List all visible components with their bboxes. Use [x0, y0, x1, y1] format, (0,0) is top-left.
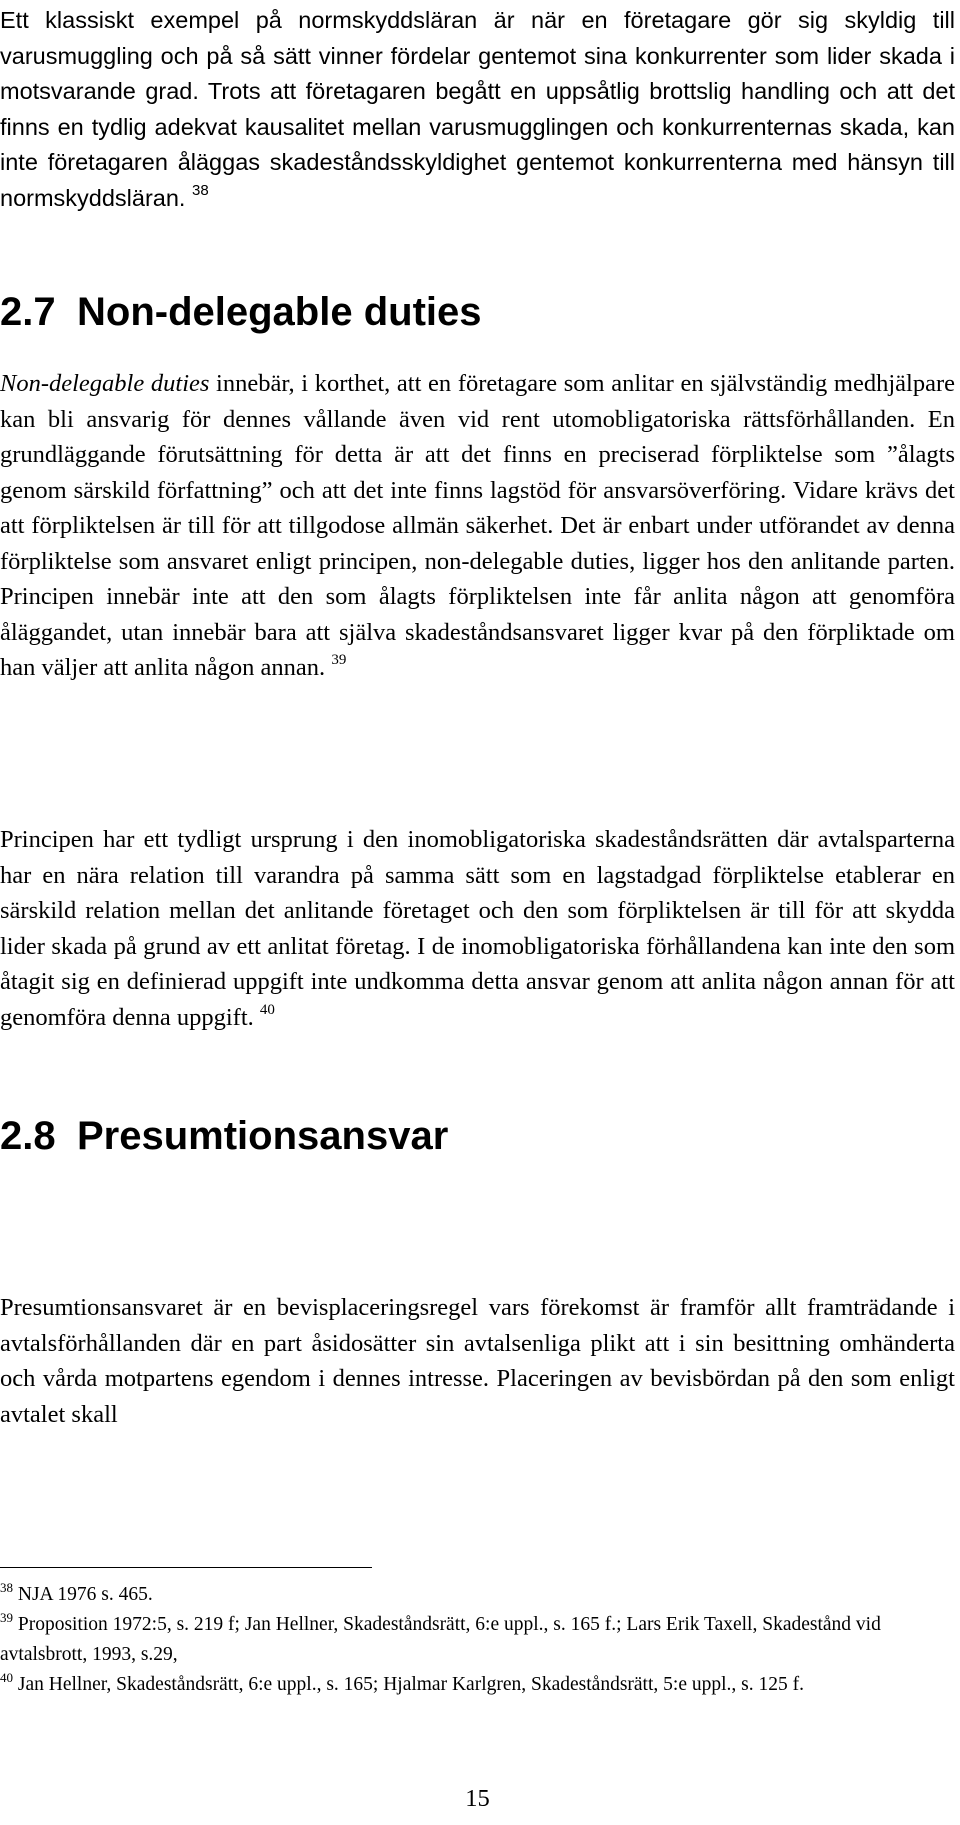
- footnote-ref-40[interactable]: 40: [259, 1001, 275, 1018]
- page-number: 15: [465, 1785, 490, 1812]
- section-number: 2.8: [0, 1114, 56, 1158]
- footnote-39: [0, 1610, 955, 1670]
- italic-term: Non-delegable duties: [0, 370, 210, 397]
- footnote-number: 39: [0, 1610, 13, 1625]
- section-number: 2.7: [0, 290, 56, 334]
- footnote-divider: [0, 1567, 372, 1568]
- footnote-ref-39[interactable]: 39: [331, 652, 347, 668]
- footnote-text: Proposition 1972:5, s. 219 f; Jan Hellner, Skadeståndsrätt, 6:e uppl., s. 165 f.; Lars Erik Taxell, Skadestånd vid avtalsbrott, 1993, s.29,: [0, 1614, 881, 1665]
- footnote-38: [0, 1580, 955, 1610]
- footnote-40: [0, 1670, 955, 1700]
- footnote-text: NJA 1976 s. 465.: [17, 1584, 153, 1605]
- paragraph-normskyddslaran: [0, 3, 955, 216]
- section-heading-2-8: [0, 1112, 448, 1160]
- paragraph-text: Presumtionsansvaret är en bevisplaceringsregel vars förekomst är framför allt framträdande i avtalsförhållanden där en part åsidosätter sin avtalsenliga plikt att i sin besittning omhänderta och vårda motpartens egendom i dennes intresse. Placeringen av bevisbördan på den som enligt avtalet skall: [0, 1294, 955, 1428]
- footnote-ref-38[interactable]: 38: [192, 181, 209, 199]
- paragraph-principen: [0, 822, 955, 1035]
- section-heading-2-7: [0, 288, 482, 336]
- footnote-number: 40: [0, 1670, 13, 1685]
- section-title: Non-delegable duties: [77, 290, 482, 334]
- paragraph-text: innebär, i korthet, att en företagare som anlitar en självständig medhjälpare kan bli ansvarig för dennes vållande även vid rent utomobligatoriska rättsförhållanden. En grundläggande förutsättning för detta är att det finns en preciserad förpliktelse som ”ålagts genom särskild författning” och att det inte finns lagstöd för ansvarsöverföring. Vidare krävs det att förpliktelsen är till för att tillgodose allmän säkerhet. Det är enbart under utförandet av denna förpliktelse som ansvaret enligt principen, non-delegable duties, ligger hos den anlitande parten. Principen innebär inte att den som ålagts förpliktelsen inte får anlita någon att genomföra åläggandet, utan innebär bara att själva skadeståndsansvaret ligger kvar på den förpliktade om han väljer att anlita någon annan.: [0, 370, 955, 681]
- footnote-text: Jan Hellner, Skadeståndsrätt, 6:e uppl., s. 165; Hjalmar Karlgren, Skadeståndsrätt, 5:e uppl., s. 125 f.: [17, 1674, 804, 1695]
- footnotes: [0, 1580, 955, 1700]
- section-title: Presumtionsansvar: [77, 1114, 449, 1158]
- paragraph-non-delegable-duties: [0, 366, 955, 686]
- paragraph-text: Ett klassiskt exempel på normskyddsläran är när en företagare gör sig skyldig till varusmuggling och på så sätt vinner fördelar gentemot sina konkurrenter som lider skada i motsvarande grad. Trots att företagaren begått en uppsåtlig brottslig handling och att det finns en tydlig adekvat kausalitet mellan varusmugglingen och konkurrenternas skada, kan inte företagaren åläggas skadeståndsskyldighet gentemot konkurrenterna med hänsyn till normskyddsläran.: [0, 7, 955, 211]
- footnote-number: 38: [0, 1580, 13, 1595]
- paragraph-text: Principen har ett tydligt ursprung i den inomobligatoriska skadeståndsrätten där avtalsparterna har en nära relation till varandra på samma sätt som en lagstadgad förpliktelse etablerar en särskild relation mellan det anlitande företaget och den som förpliktelsen är till för att skydda lider skada på grund av ett anlitat företag. I de inomobligatoriska förhållandena kan inte den som åtagit sig en definierad uppgift inte undkomma detta ansvar genom att anlita någon annan för att genomföra denna uppgift.: [0, 826, 955, 1031]
- paragraph-presumtionsansvar: [0, 1290, 955, 1432]
